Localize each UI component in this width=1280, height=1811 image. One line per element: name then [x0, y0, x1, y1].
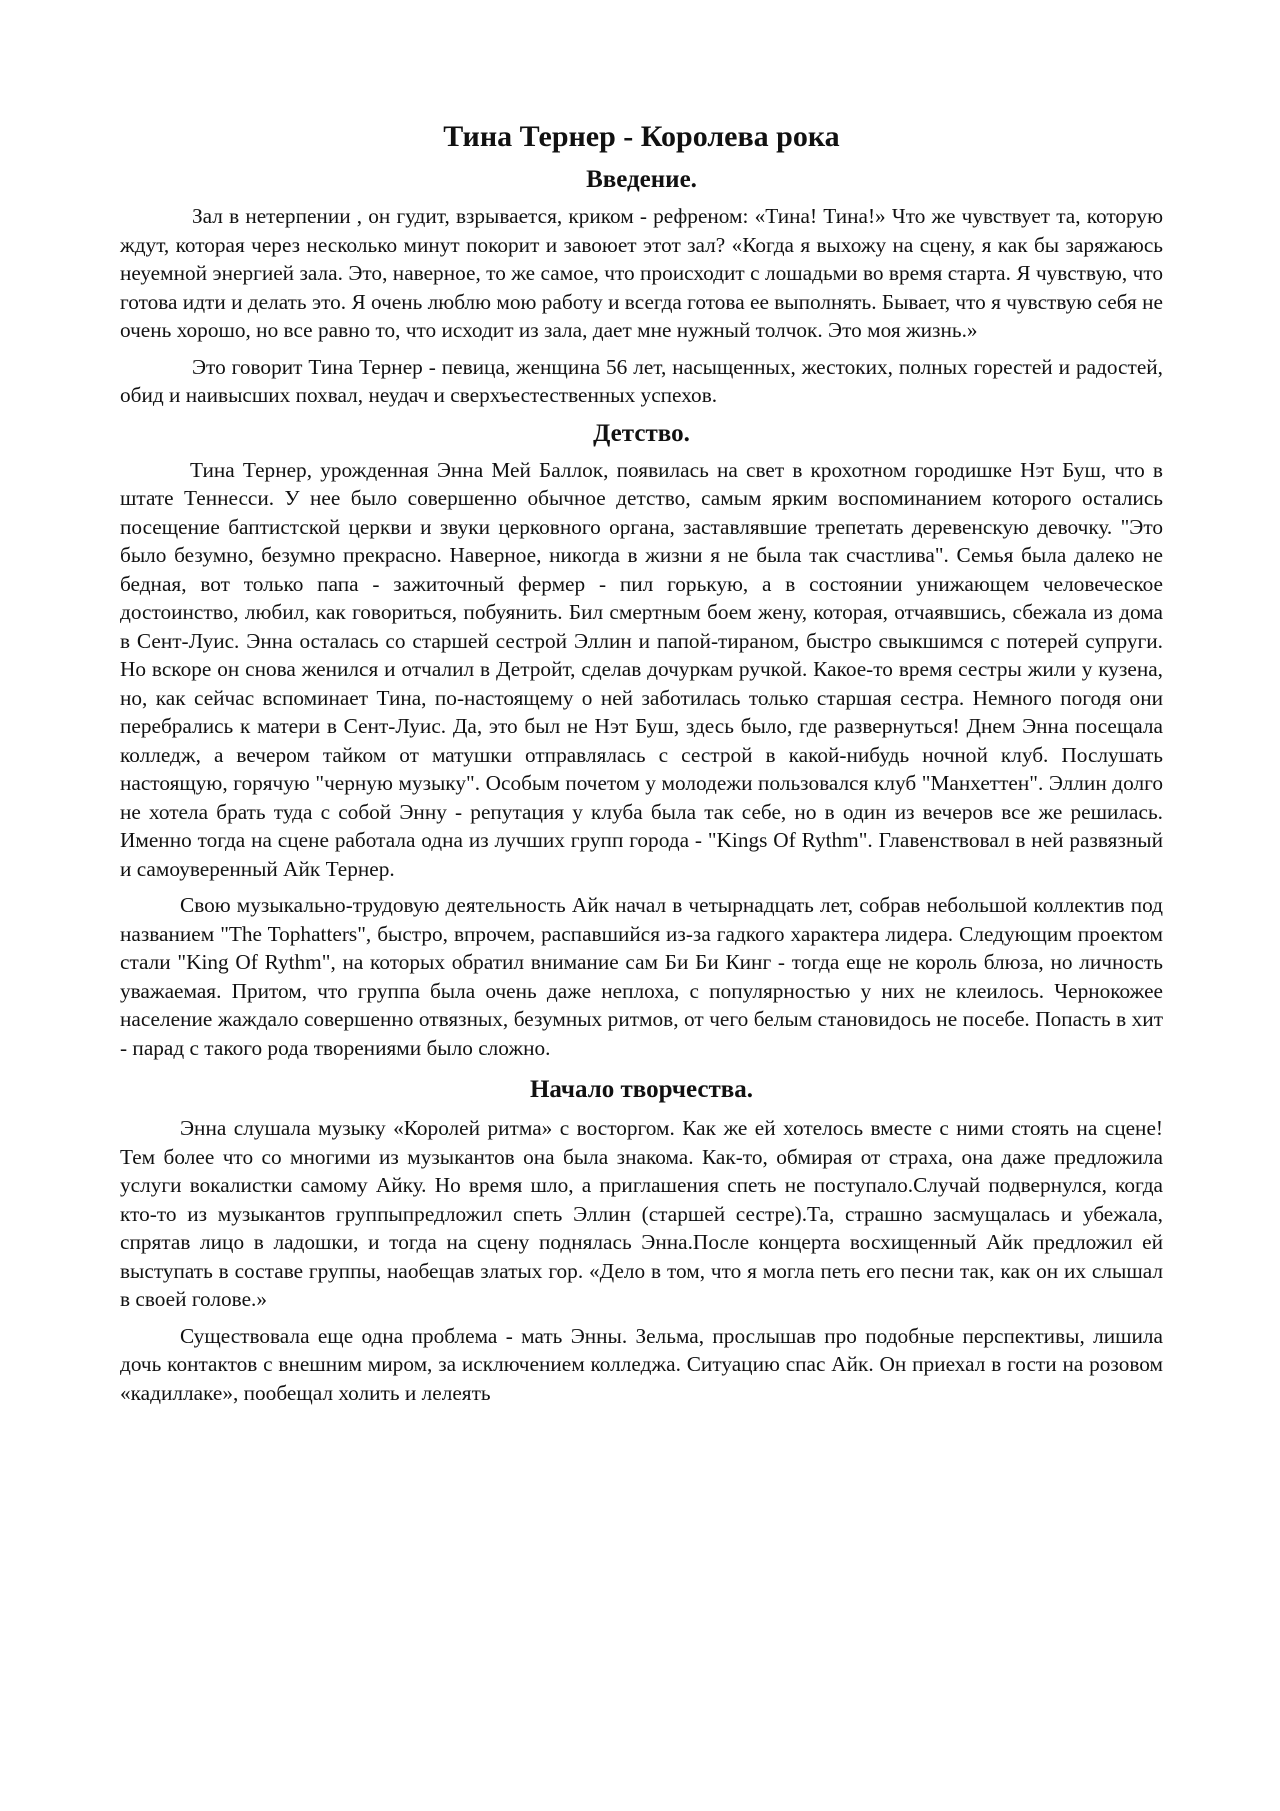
- section-heading-introduction: Введение.: [586, 166, 697, 193]
- document-title: Тина Тернер - Королева рока: [443, 120, 840, 153]
- paragraph: Это говорит Тина Тернер - певица, женщина 56 лет, насыщенных, жестоких, полных горестей и радостей, обид и наивысших похвал, неудач и сверхъестественных успехов.: [120, 354, 1163, 407]
- paragraph: Энна слушала музыку «Королей ритма» с восторгом. Как же ей хотелось вместе с ними стоять на сцене! Тем более что со многими из музыкантов она была знакома. Как-то, обмирая от страха, она даже предложила услуги вокалистки самому Айку. Но время шло, а приглашения спеть не поступало.Случай подвернулся, когда кто-то из музыкантов группыпредложил спеть Эллин (старшей сестре).Та, страшно засмущалась и убежала, спрятав лицо в ладошки, и тогда на сцену поднялась Энна.После концерта восхищенный Айк предложил ей выступать в составе группы, наобещав златых гор. «Дело в том, что я могла петь его песни так, как он их слышал в своей голове.»: [120, 1116, 1163, 1311]
- paragraph: Свою музыкально-трудовую деятельность Айк начал в четырнадцать лет, собрав небольшой коллектив под названием "The Tophatters", быстро, впрочем, распавшийся из-за гадкого характера лидера. Следующим проектом стали "King Of Rythm", на которых обратил внимание сам Би Би Кинг - тогда еще не король блюза, но личность уважаемая. Притом, что группа была очень даже неплоха, с популярностью у них не клеилось. Чернокожее население жаждало совершенно отвязных, безумных ритмов, от чего белым становидось не посебе. Попасть в хит - парад с такого рода творениями было сложно.: [120, 893, 1163, 1060]
- section-heading-career-start: Начало творчества.: [529, 1076, 754, 1103]
- section-heading-childhood: Детство.: [593, 419, 690, 447]
- paragraph: Зал в нетерпении , он гудит, взрывается, криком - рефреном: «Тина! Тина!» Что же чувствует та, которую ждут, которая через несколько минут покорит и завоюет этот зал? «Когда я выхожу на сцену, я как бы заряжаюсь неуемной энергией зала. Это, наверное, то же самое, что происходит с лошадьми во время старта. Я чувствую, что готова идти и делать это. Я очень люблю мою работу и всегда готова ее выполнять. Бывает, что я чувствую себя не очень хорошо, но все равно то, что исходит из зала, дает мне нужный толчок. Это моя жизнь.»: [120, 204, 1163, 342]
- paragraph: Существовала еще одна проблема - мать Энны. Зельма, прослышав про подобные перспективы, лишила дочь контактов с внешним миром, за исключением колледжа. Ситуацию спас Айк. Он приехал в гости на розовом «кадиллаке», пообещал холить и лелеять: [120, 1323, 1163, 1405]
- paragraph: Тина Тернер, урожденная Энна Мей Баллок, появилась на свет в крохотном городишке Нэт Буш, что в штате Теннесси. У нее было совершенно обычное детство, самым ярким воспоминанием которого остались посещение баптистской церкви и звуки церковного органа, заставлявшие трепетать деревенскую девочку. "Это было безумно, безумно прекрасно. Наверное, никогда в жизни я не была так счастлива". Семья была далеко не бедная, вот только папа - зажиточный фермер - пил горькую, а в состоянии унижающем человеческое достоинство, любил, как говориться, побуянить. Бил смертным боем жену, которая, отчаявшись, сбежала из дома в Сент-Луис. Энна осталась со старшей сестрой Эллин и папой-тираном, быстро свыкшимся с потерей супруги. Но вскоре он снова женился и отчалил в Детройт, сделав дочуркам ручкой. Какое-то время сестры жили у кузена, но, как сейчас вспоминает Тина, по-настоящему о ней заботилась только старшая сестра. Немного погодя они перебрались к матери в Сент-Луис. Да, это был не Нэт Буш, здесь было, где развернуться! Днем Энна посещала колледж, а вечером тайком от матушки отправлялась с сестрой в какой-нибудь ночной клуб. Послушать настоящую, горячую "черную музыку". Особым почетом у молодежи пользовался клуб "Манхеттен". Эллин долго не хотела брать туда с собой Энну - репутация у клуба была так себе, но в один из вечеров все же решилась. Именно тогда на сцене работала одна из лучших групп города - "Kings Of Rythm". Главенствовал в ней развязный и самоуверенный Айк Тернер.: [120, 457, 1163, 881]
- document-page: [120, 118, 1163, 1415]
